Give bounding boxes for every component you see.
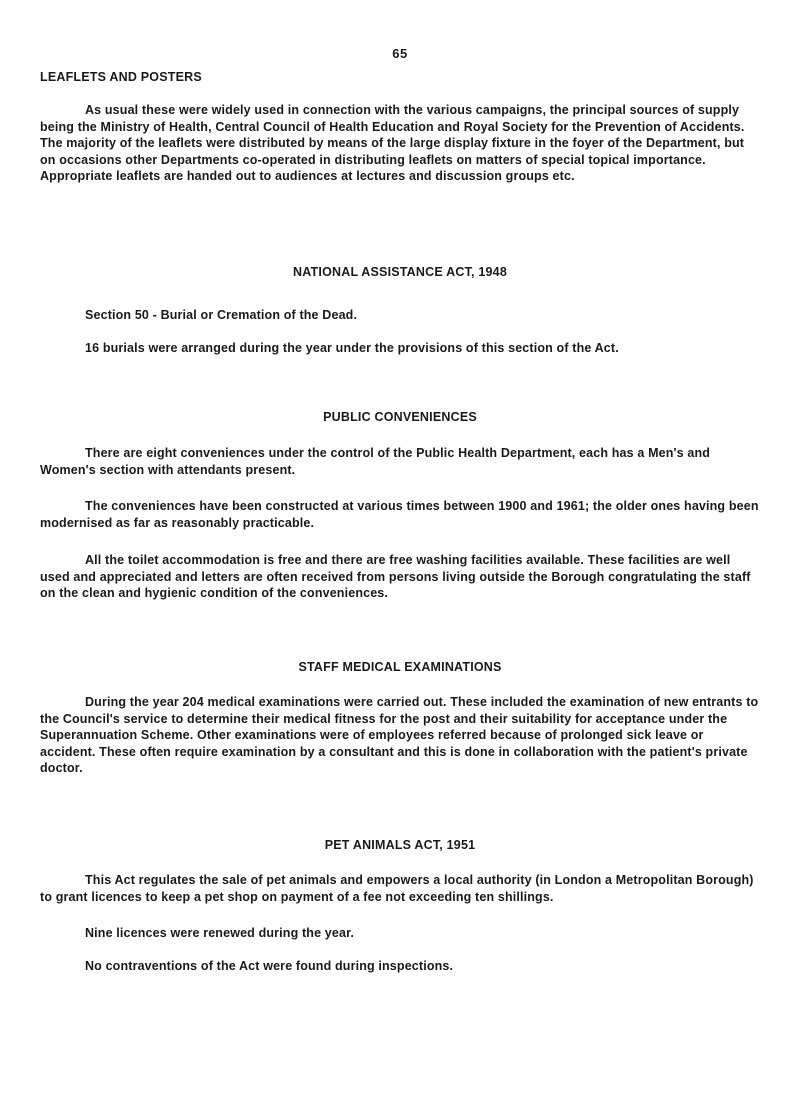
paragraph-leaflets: As usual these were widely used in connection with the various campaigns, the principal sources of supply being the Ministry of Health, Central Council of Health Education and Royal Society for the Prevention of Accidents. The majority of the leaflets were distributed by means of the large display fixture in the foyer of the Department, but on occasions other Departments co-operated in distributing leaflets on matters of special topical importance. Appropriate leaflets are handed out to audiences at lectures and discussion groups etc. [40, 103, 745, 183]
paragraph-staff-medical: During the year 204 medical examinations were carried out. These included the examination of new entrants to the Council's service to determine their medical fitness for the post and their suitability for acceptance under the Superannuation Scheme. Other examinations were of employees referred because of prolonged sick leave or accident. These often require examination by a consultant and this is done in collaboration with the patient's private doctor. [40, 695, 759, 775]
paragraph-section-50: Section 50 - Burial or Cremation of the Dead. [85, 308, 358, 322]
paragraph-burials: 16 burials were arranged during the year under the provisions of this section of the Act. [85, 341, 619, 355]
heading-national-assistance-act: NATIONAL ASSISTANCE ACT, 1948 [293, 265, 507, 279]
heading-pet-animals-act: PET ANIMALS ACT, 1951 [324, 838, 476, 852]
paragraph-contraventions: No contraventions of the Act were found during inspections. [85, 959, 454, 973]
paragraph-conveniences-count: There are eight conveniences under the control of the Public Health Department, each has a Men's and Women's section with attendants present. [40, 446, 711, 477]
paragraph-pet-animals-regulation: This Act regulates the sale of pet animals and empowers a local authority (in London a Metropolitan Borough) to grant licences to keep a pet shop on payment of a fee not exceeding ten shillings. [40, 873, 754, 904]
heading-staff-medical-examinations: STAFF MEDICAL EXAMINATIONS [298, 660, 502, 674]
paragraph-licences-renewed: Nine licences were renewed during the year. [85, 926, 355, 940]
paragraph-conveniences-facilities: All the toilet accommodation is free and there are free washing facilities available. These facilities are well used and appreciated and letters are often received from persons living outside the Borough congratulating the staff on the clean and hygienic condition of the conveniences. [40, 553, 751, 600]
heading-leaflets-and-posters: LEAFLETS AND POSTERS [40, 70, 202, 84]
page-number: 65 [392, 46, 408, 61]
heading-public-conveniences: PUBLIC CONVENIENCES [323, 410, 477, 424]
paragraph-conveniences-construction: The conveniences have been constructed at various times between 1900 and 1961; the older ones having been modernised as far as reasonably practicable. [40, 499, 759, 530]
